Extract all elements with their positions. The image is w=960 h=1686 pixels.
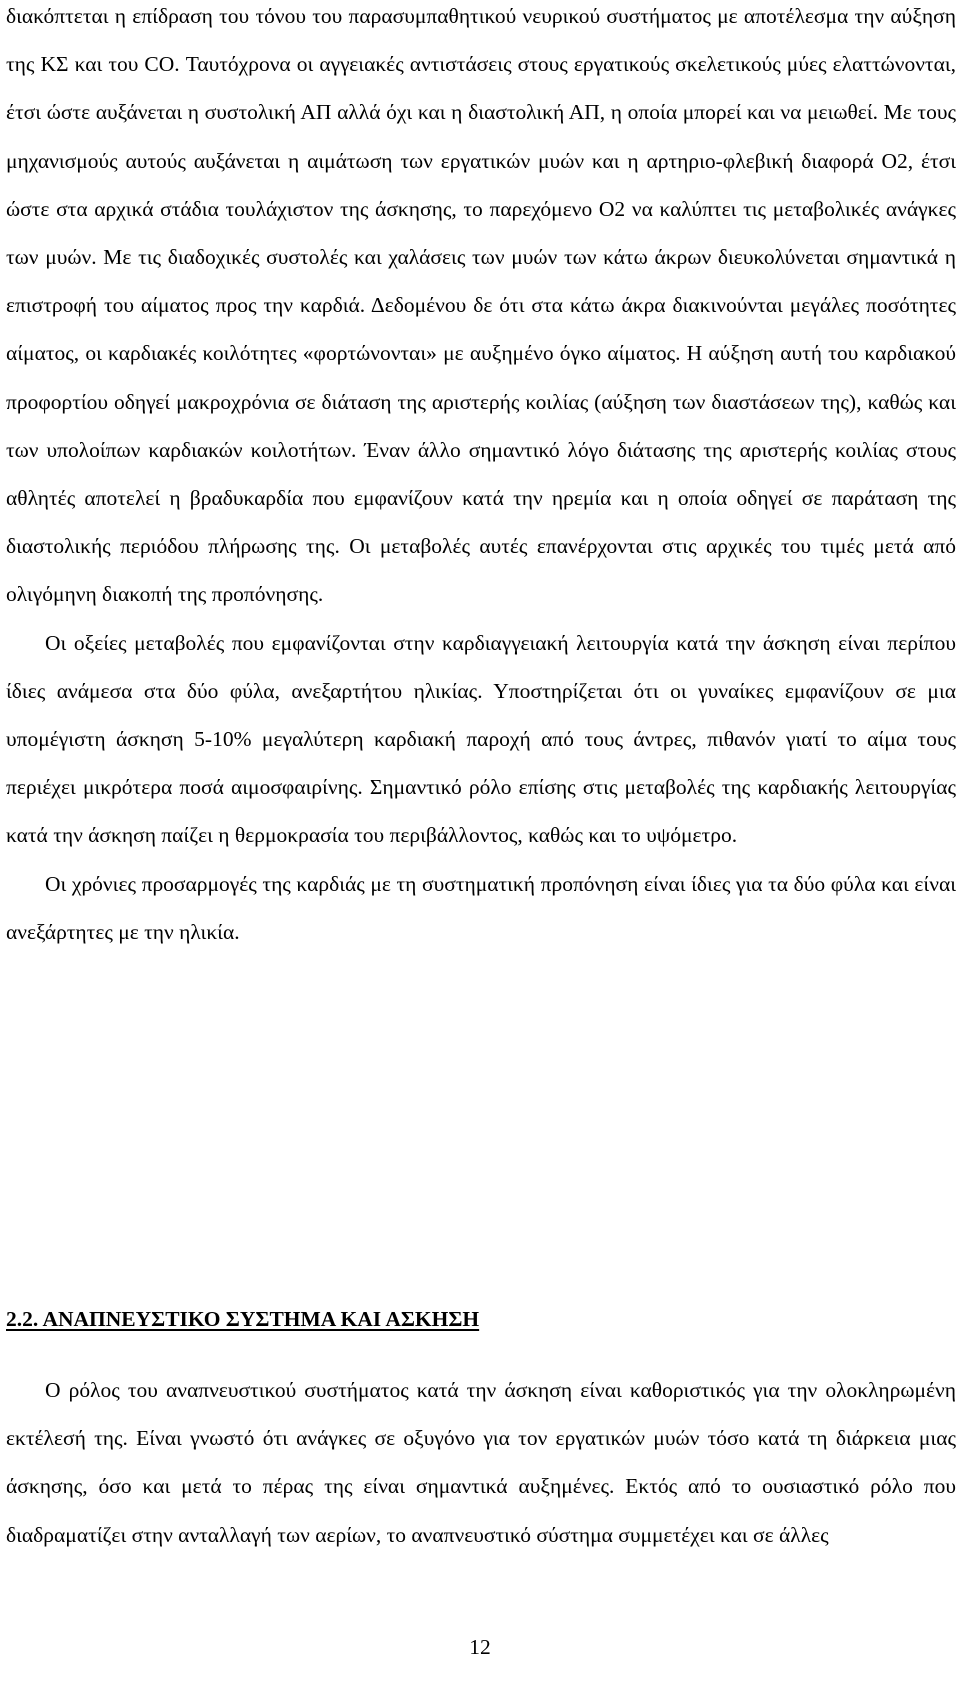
body-text-top bbox=[6, 0, 956, 956]
paragraph: διακόπτεται η επίδραση του τόνου του παρασυμπαθητικού νευρικού συστήματος με αποτέλεσμα την αύξηση της ΚΣ και του CO. Ταυτόχρονα οι αγγειακές αντιστάσεις στους εργατικούς σκελετικούς μύες ελαττώνονται, έτσι ώστε αυξάνεται η συστολική ΑΠ αλλά όχι και η διαστολική ΑΠ, η οποία μπορεί και να μειωθεί. Με τους μηχανισμούς αυτούς αυξάνεται η αιμάτωση των εργατικών μυών και η αρτηριο-φλεβική διαφορά O2, έτσι ώστε στα αρχικά στάδια τουλάχιστον της άσκησης, το παρεχόμενο O2 να καλύπτει τις μεταβολικές ανάγκες των μυών. Με τις διαδοχικές συστολές και χαλάσεις των μυών των κάτω άκρων διευκολύνεται σημαντικά η επιστροφή του αίματος προς την καρδιά. Δεδομένου δε ότι στα κάτω άκρα διακινούνται μεγάλες ποσότητες αίματος, οι καρδιακές κοιλότητες «φορτώνονται» με αυξημένο όγκο αίματος. Η αύξηση αυτή του καρδιακού προφορτίου οδηγεί μακροχρόνια σε διάταση της αριστερής κοιλίας (αύξηση των διαστάσεων της), καθώς και των υπολοίπων καρδιακών κοιλοτήτων. Έναν άλλο σημαντικό λόγο διάτασης της αριστερής κοιλίας στους αθλητές αποτελεί η βραδυκαρδία που εμφανίζουν κατά την ηρεμία και η οποία οδηγεί σε παράταση της διαστολικής περιόδου πλήρωσης της. Οι μεταβολές αυτές επανέρχονται στις αρχικές του τιμές μετά από ολιγόμηνη διακοπή της προπόνησης. bbox=[6, 4, 956, 607]
paragraph: Οι χρόνιες προσαρμογές της καρδιάς με τη συστηματική προπόνηση είναι ίδιες για τα δύο φύλα και είναι ανεξάρτητες με την ηλικία. bbox=[6, 871, 956, 944]
page-number: 12 bbox=[469, 1635, 491, 1659]
paragraph: Ο ρόλος του αναπνευστικού συστήματος κατά την άσκηση είναι καθοριστικός για την ολοκληρωμένη εκτέλεσή της. Είναι γνωστό ότι ανάγκες σε οξυγόνο για τον εργατικών μυών τόσο κατά τη διάρκεια μιας άσκησης, όσο και μετά το πέρας της είναι σημαντικά αυξημένες. Εκτός από το ουσιαστικό ρόλο που διαδραματίζει στην ανταλλαγή των αερίων, το αναπνευστικό σύστημα συμμετέχει και σε άλλες bbox=[6, 1378, 956, 1547]
section-heading-text: 2.2. ΑΝΑΠΝΕΥΣΤΙΚΟ ΣΥΣΤΗΜΑ ΚΑΙ ΑΣΚΗΣΗ bbox=[6, 1307, 480, 1331]
body-text-bottom bbox=[6, 1366, 956, 1559]
section-heading bbox=[6, 1295, 956, 1343]
paragraph: Οι οξείες μεταβολές που εμφανίζονται στην καρδιαγγειακή λειτουργία κατά την άσκηση είναι περίπου ίδιες ανάμεσα στα δύο φύλα, ανεξαρτήτου ηλικίας. Υποστηρίζεται ότι οι γυναίκες εμφανίζουν σε μια υπομέγιστη άσκηση 5-10% μεγαλύτερη καρδιακή παροχή από τους άντρες, πιθανόν γιατί το αίμα τους περιέχει μικρότερα ποσά αιμοσφαιρίνης. Σημαντικό ρόλο επίσης στις μεταβολές της καρδιακής λειτουργίας κατά την άσκηση παίζει η θερμοκρασία του περιβάλλοντος, καθώς και το υψόμετρο. bbox=[6, 630, 956, 848]
